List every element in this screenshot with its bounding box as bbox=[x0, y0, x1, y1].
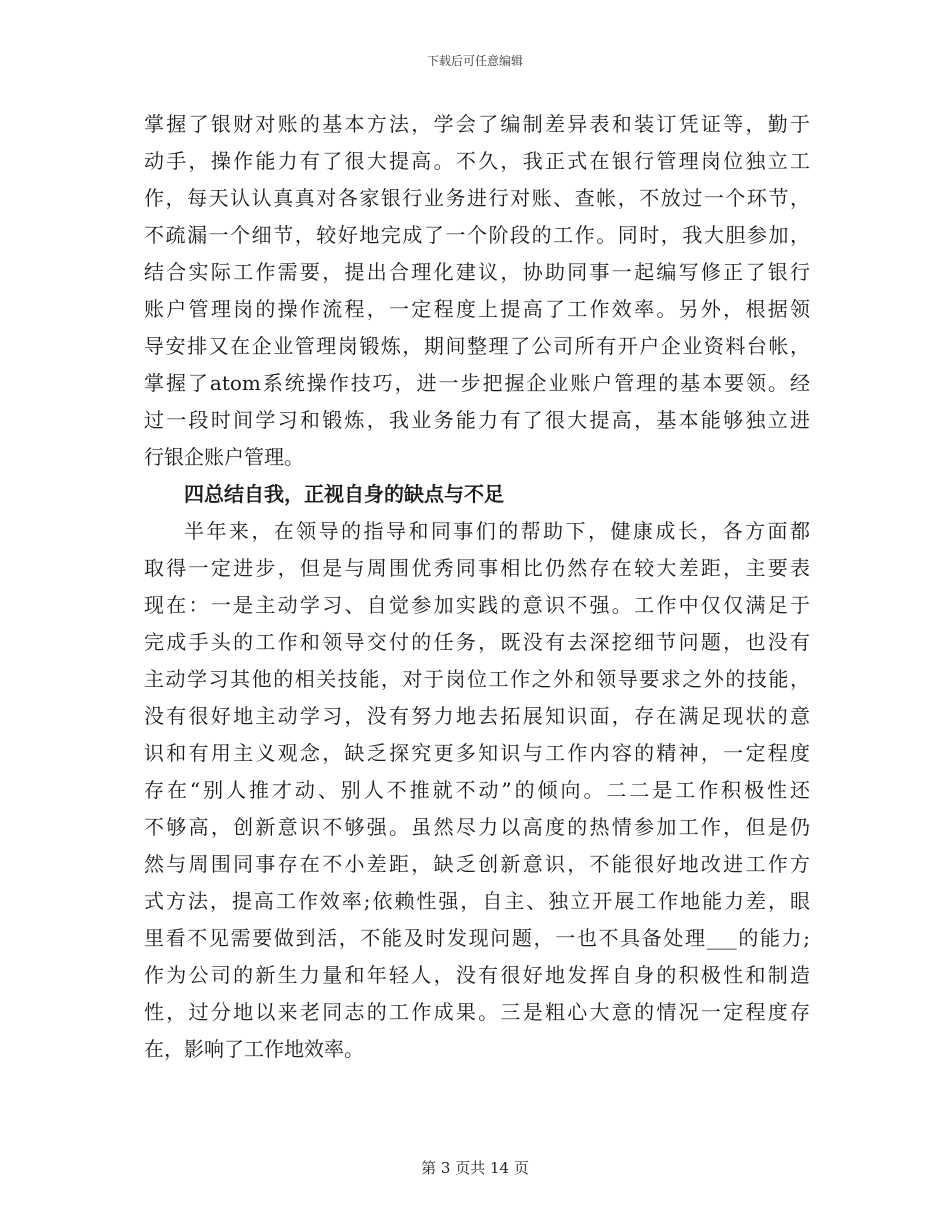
paragraph-line: 导安排又在企业管理岗锻炼，期间整理了公司所有开户企业资料台帐， bbox=[144, 334, 810, 358]
paragraph-line: 半年来，在领导的指导和同事们的帮助下，健康成长，各方面都 bbox=[184, 519, 810, 543]
paragraph-line: 存在“别人推才动、别人不推就不动”的倾向。二二是工作积极性还 bbox=[144, 778, 810, 802]
paragraph-line: 不疏漏一个细节，较好地完成了一个阶段的工作。同时，我大胆参加， bbox=[144, 223, 810, 247]
paragraph-line: 不够高，创新意识不够强。虽然尽力以高度的热情参加工作，但是仍 bbox=[144, 815, 810, 839]
paragraph-line: 账户管理岗的操作流程，一定程度上提高了工作效率。另外，根据领 bbox=[144, 297, 810, 321]
paragraph-line: 性，过分地以来老同志的工作成果。三是粗心大意的情况一定程度存 bbox=[144, 1000, 810, 1024]
paragraph-line: 识和有用主义观念，缺乏探究更多知识与工作内容的精神，一定程度 bbox=[144, 741, 810, 765]
paragraph-line: 里看不见需要做到活，不能及时发现问题，一也不具备处理___的能力; bbox=[144, 926, 810, 950]
section-heading: 四总结自我，正视自身的缺点与不足 bbox=[184, 482, 504, 506]
paragraph-line: 掌握了银财对账的基本方法，学会了编制差异表和装订凭证等，勤于 bbox=[144, 112, 810, 136]
paragraph-line: 没有很好地主动学习，没有努力地去拓展知识面，存在满足现状的意 bbox=[144, 704, 810, 728]
paragraph-line: 作，每天认认真真对各家银行业务进行对账、查帐，不放过一个环节， bbox=[144, 186, 810, 210]
paragraph-line: 在，影响了工作地效率。 bbox=[144, 1037, 364, 1061]
paragraph-line: 过一段时间学习和锻炼，我业务能力有了很大提高，基本能够独立进 bbox=[144, 408, 810, 432]
paragraph-line: 主动学习其他的相关技能，对于岗位工作之外和领导要求之外的技能， bbox=[144, 667, 810, 691]
paragraph-line: 式方法，提高工作效率;依赖性强，自主、独立开展工作地能力差，眼 bbox=[144, 889, 810, 913]
paragraph-line: 掌握了atom系统操作技巧，进一步把握企业账户管理的基本要领。经 bbox=[144, 371, 810, 395]
paragraph-line: 取得一定进步，但是与周围优秀同事相比仍然存在较大差距，主要表 bbox=[144, 556, 810, 580]
paragraph-line: 然与周围同事存在不小差距，缺乏创新意识，不能很好地改进工作方 bbox=[144, 852, 810, 876]
page-header: 下载后可任意编辑 bbox=[426, 54, 523, 68]
document-body bbox=[144, 106, 810, 1068]
paragraph-1 bbox=[144, 106, 810, 476]
paragraph-line: 动手，操作能力有了很大提高。不久，我正式在银行管理岗位独立工 bbox=[144, 149, 810, 173]
paragraph-line: 作为公司的新生力量和年轻人，没有很好地发挥自身的积极性和制造 bbox=[144, 963, 810, 987]
paragraph-line: 完成手头的工作和领导交付的任务，既没有去深挖细节问题，也没有 bbox=[144, 630, 810, 654]
paragraph-line: 行银企账户管理。 bbox=[144, 445, 304, 469]
paragraph-line: 现在：一是主动学习、自觉参加实践的意识不强。工作中仅仅满足于 bbox=[144, 593, 810, 617]
page-number: 第 3 页共 14 页 bbox=[421, 1159, 529, 1177]
paragraph-2 bbox=[144, 513, 810, 1068]
paragraph-line: 结合实际工作需要，提出合理化建议，协助同事一起编写修正了银行 bbox=[144, 260, 810, 284]
